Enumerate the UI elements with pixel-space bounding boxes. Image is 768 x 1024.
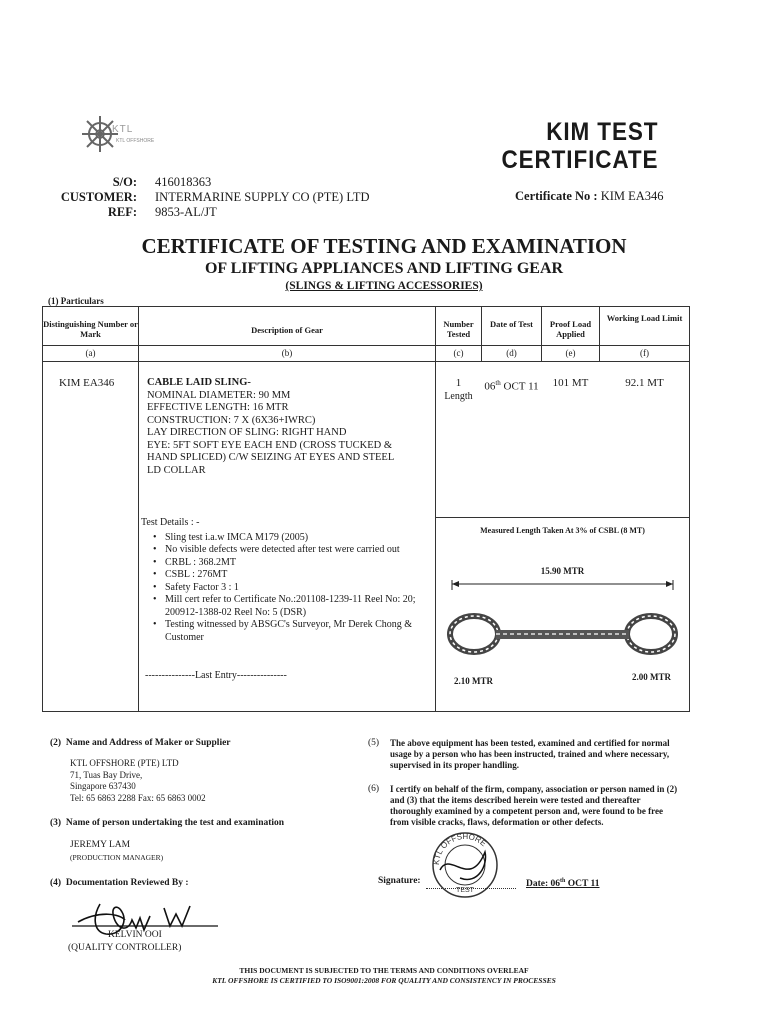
header-mark: Distinguishing Number or Mark xyxy=(43,319,138,339)
signature-label: Signature: xyxy=(378,876,421,886)
number-tested: 1 Length xyxy=(444,377,473,402)
section-6-num: (6) xyxy=(368,784,380,794)
test-detail-item: • Safety Factor 3 : 1 xyxy=(155,582,431,595)
signature-date: Date: 06th OCT 11 xyxy=(526,878,600,890)
tester-name: JEREMY LAM xyxy=(70,840,131,850)
svg-text:TEST: TEST xyxy=(456,887,474,894)
so-number: 416018363 xyxy=(155,175,212,189)
header-date: Date of Test xyxy=(490,319,533,329)
tester-section: (3) Name of person undertaking the test and examination xyxy=(50,818,285,828)
test-detail-item: • Sling test i.a.w IMCA M179 (2005) xyxy=(155,532,431,545)
customer-name: INTERMARINE SUPPLY CO (PTE) LTD xyxy=(155,190,370,204)
company-stamp xyxy=(430,830,500,900)
test-detail-item: • Mill cert refer to Certificate No.:201108-1239-11 Reel No: 20; 200912-1388-02 Reel No: 5 (DSR) xyxy=(155,594,431,619)
header-number-tested: Number Tested xyxy=(443,319,474,339)
test-date: 06th OCT 11 xyxy=(484,379,539,393)
section-5-num: (5) xyxy=(368,738,380,748)
proof-load: 101 MT xyxy=(552,377,589,389)
logo-brand: KTL xyxy=(112,124,134,135)
document-title: CERTIFICATE OF TESTING AND EXAMINATION xyxy=(141,234,627,258)
document-subtitle: OF LIFTING APPLIANCES AND LIFTING GEAR xyxy=(204,260,564,277)
svg-text:KTL OFFSHORE: KTL OFFSHORE xyxy=(431,831,489,866)
test-detail-item: • Testing witnessed by ABSGC's Surveyor, Mr Derek Chong & Customer xyxy=(155,619,431,644)
section-5-text: The above equipment has been tested, examined and certified for normal usage by a person who has been instructed, trained and where necessary, supervised in its proper handling. xyxy=(390,738,670,770)
reviewer-name: KELVIN OOI xyxy=(108,930,162,940)
diagram-title: Measured Length Taken At 3% of CSBL (8 MT) xyxy=(480,526,645,535)
footer-terms: THIS DOCUMENT IS SUBJECTED TO THE TERMS AND CONDITIONS OVERLEAF xyxy=(239,966,529,975)
left-eye-length: 2.10 MTR xyxy=(454,676,493,686)
order-meta: S/O: 416018363 CUSTOMER: INTERMARINE SUPPLY CO (PTE) LTD REF: 9853-AL/JT xyxy=(60,175,370,219)
certificate-number: Certificate No : KIM EA346 xyxy=(515,189,664,203)
last-entry: ---------------Last Entry--------------- xyxy=(145,670,287,681)
footer-iso: KTL OFFSHORE IS CERTIFIED TO ISO9001:2008 FOR QUALITY AND CONSISTENCY IN PROCESSES xyxy=(212,976,556,985)
tester-role: (PRODUCTION MANAGER) xyxy=(70,853,164,862)
cable-sling-drawing xyxy=(436,576,689,676)
reviewer-role: (QUALITY CONTROLLER) xyxy=(68,943,182,953)
particulars-table: Distinguishing Number or Mark Description of Gear Number Tested Date of Test Proof Load Applied Working Load Limit (a) (b) (c) (d) (e) (f) KIM EA346 1 Length 06th OCT 11 101 MT 92.1 MT CABLE LAID SLING- NOMINAL DIAMETER: 90 MM EFFECTIVE LENGTH: 16 MTR CONSTRUCTION: 7 X (6X36+IWRC) LAY DIRECTION OF SLING: RIGHT HAND EYE: 5FT SOFT EYE EACH END (CROSS TUCKED & HAND SPLICED) C/W SEIZING AT EYES AND STEEL LD COLLAR Test Details : - • Sling test i.a.w IMCA M179 (2005) • No visible defects were detected after test were carried out • CRBL : 368.2MT • CSBL : 276MT • Safety Factor 3 : 1 • Mill cert refer to Certificate No.:201108-1239-11 Reel No: 20; 200912-1388-02 Reel No: 5 (DSR) • Testing witnessed by ABSGC's Surveyor, Mr Derek Chong & Customer ---------------Last Entry--------------- Measured Length Taken At 3% of CSBL (8 MT) 15.90 MTR 2.10 MTR 2.00 MTR xyxy=(42,306,690,712)
test-detail-item: • CSBL : 276MT xyxy=(155,569,431,582)
gear-description: CABLE LAID SLING- NOMINAL DIAMETER: 90 MM EFFECTIVE LENGTH: 16 MTR CONSTRUCTION: 7 X (6X36+IWRC) LAY DIRECTION OF SLING: RIGHT HAND EYE: 5FT SOFT EYE EACH END (CROSS TUCKED & HAND SPLICED) C/W SEIZING AT EYES AND STEEL LD COLLAR xyxy=(147,377,395,476)
test-detail-item: • CRBL : 368.2MT xyxy=(155,557,431,570)
header-wll: Working Load Limit xyxy=(606,313,683,323)
maker-supplier-section: (2) Name and Address of Maker or Supplier xyxy=(50,738,231,748)
right-eye-length: 2.00 MTR xyxy=(632,672,671,682)
reference: 9853-AL/JT xyxy=(155,205,217,219)
kim-test-certificate-heading: KIM TEST CERTIFICATE xyxy=(501,118,658,174)
logo-subtext: KTL OFFSHORE xyxy=(116,138,155,144)
test-detail-item: • No visible defects were detected after test were carried out xyxy=(155,544,431,557)
test-details: Test Details : - • Sling test i.a.w IMCA M179 (2005) • No visible defects were detected after test were carried out • CRBL : 368.2MT • CSBL : 276MT • Safety Factor 3 : 1 • Mill cert refer to Certificate No.:201108-1239-11 Reel No: 20; 200912-1388-02 Reel No: 5 (DSR) • Testing witnessed by ABSGC's Surveyor, Mr Derek Chong & Customer xyxy=(141,517,431,644)
diagram-length-label: 15.90 MTR xyxy=(540,566,585,576)
header-description: Description of Gear xyxy=(251,325,323,335)
reviewer-section: (4) Documentation Reviewed By : xyxy=(50,878,189,888)
maker-address: KTL OFFSHORE (PTE) LTD 71, Tuas Bay Drive, Singapore 637430 Tel: 65 6863 2288 Fax: 65 6863 0002 xyxy=(70,758,206,803)
section-6-text: I certify on behalf of the firm, company, association or person named in (2) and (3) that the items described herein were tested and thereafter thoroughly examined by a competent person and, were found to be free from visible cracks, flaws, deformation or other defects. xyxy=(390,784,678,827)
header-proof-load: Proof Load Applied xyxy=(549,319,592,339)
particulars-label: (1) Particulars xyxy=(48,296,104,306)
distinguishing-mark: KIM EA346 xyxy=(59,377,115,389)
working-load-limit: 92.1 MT xyxy=(625,377,664,389)
document-subtitle-2: (SLINGS & LIFTING ACCESSORIES) xyxy=(285,280,483,292)
sling-diagram xyxy=(435,517,689,710)
